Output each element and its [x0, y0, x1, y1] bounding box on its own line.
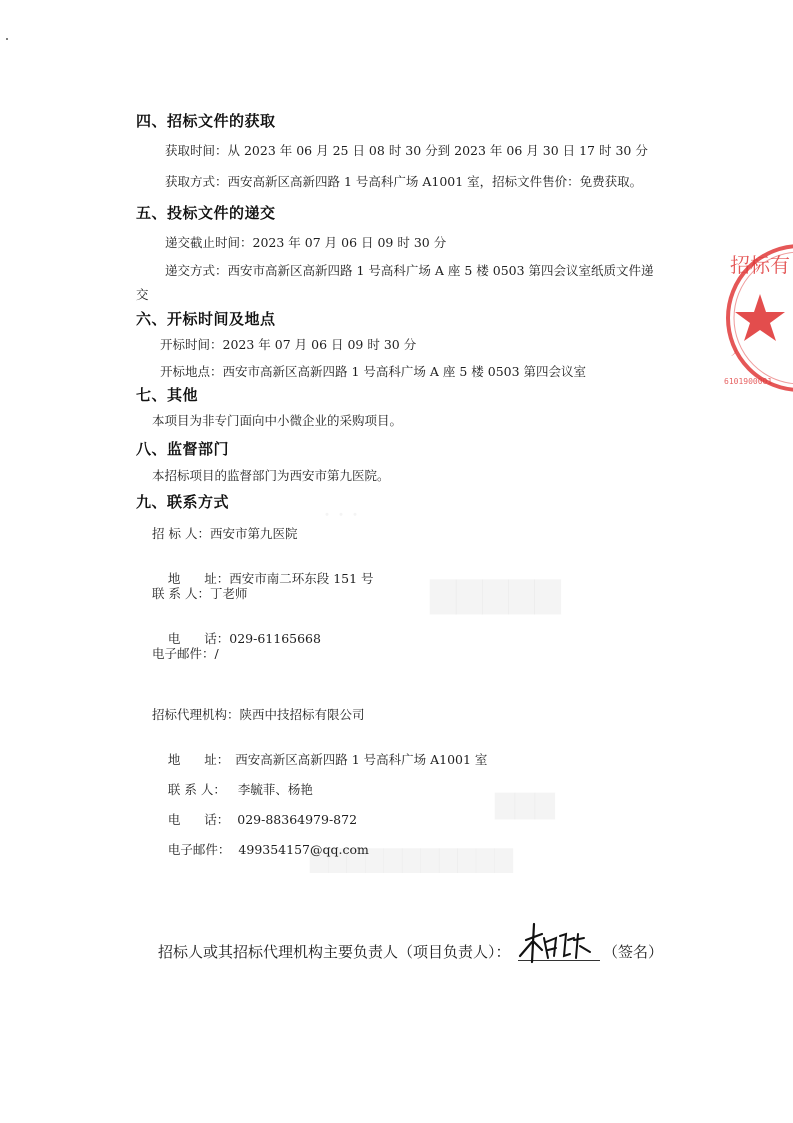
purchaser-name-label: 招 标 人：: [152, 526, 210, 541]
opening-place: 开标地点：西安市高新区高新四路 1 号高科广场 A 座 5 楼 0503 第四会议室: [160, 364, 587, 379]
section-heading-obtain: 四、招标文件的获取: [136, 112, 276, 130]
purchaser-name: 西安市第九医院: [209, 526, 298, 541]
agency-name: 陕西中技招标有限公司: [239, 707, 365, 722]
purchaser-email: /: [214, 646, 219, 661]
purchaser-email-label: 电子邮件：: [152, 646, 215, 661]
bleed-through-mark-2: [495, 790, 555, 820]
agency-phone: 029-88364979-872: [237, 812, 358, 827]
section-heading-submit: 五、投标文件的递交: [136, 204, 276, 222]
seal-serial: 6101900001: [724, 377, 773, 386]
bleed-through-mark-large: [430, 575, 561, 615]
handwritten-signature: [512, 912, 602, 972]
purchaser-address: 西安市南二环东段 151 号: [229, 571, 374, 586]
section-heading-opening: 六、开标时间及地点: [136, 310, 276, 328]
company-seal: [720, 238, 793, 398]
purchaser-address-label: 地 址：: [167, 571, 230, 586]
section-heading-supervision: 八、监督部门: [136, 440, 230, 458]
submit-method: 递交方式：西安市高新区高新四路 1 号高科广场 A 座 5 楼 0503 第四会议室纸质文件递: [165, 263, 654, 278]
supervision-note: 本招标项目的监督部门为西安市第九医院。: [152, 468, 390, 483]
agency-email-row: [152, 825, 369, 873]
signature-label: 招标人或其招标代理机构主要负责人（项目负责人）：: [158, 943, 511, 961]
signature-suffix: （签名）: [603, 943, 664, 961]
purchaser-email-row: [152, 644, 219, 662]
agency-address: 西安高新区高新四路 1 号高科广场 A1001 室: [235, 752, 488, 767]
agency-contact: 李毓菲、杨艳: [237, 782, 313, 797]
submit-deadline: 递交截止时间：2023 年 07 月 06 日 09 时 30 分: [165, 235, 447, 250]
seal-mark: ノ: [730, 349, 740, 359]
purchaser-contact: 丁老师: [209, 586, 248, 601]
purchaser-contact-label: 联 系 人：: [152, 586, 210, 601]
agency-email: 499354157@qq.com: [238, 842, 369, 857]
scan-speck: [6, 38, 8, 40]
agency-address-label: 地 址：: [167, 752, 230, 767]
agency-contact-label: 联 系 人：: [167, 782, 226, 797]
opening-time: 开标时间：2023 年 07 月 06 日 09 时 30 分: [160, 337, 417, 352]
seal-text: 招标有: [730, 253, 790, 277]
purchaser-phone-label: 电 话：: [167, 631, 230, 646]
purchaser-name-row: [152, 524, 297, 542]
purchaser-contact-row: [152, 584, 247, 602]
bleed-through-mark: [320, 505, 362, 525]
agency-name-row: [152, 705, 365, 723]
purchaser-phone: 029-61165668: [229, 631, 321, 646]
agency-name-label: 招标代理机构：: [152, 707, 240, 722]
agency-email-label: 电子邮件：: [167, 842, 231, 857]
section-heading-contact: 九、联系方式: [136, 493, 230, 511]
agency-phone-label: 电 话：: [167, 812, 230, 827]
obtain-time: 获取时间：从 2023 年 06 月 25 日 08 时 30 分到 2023 年 06 月 30 日 17 时 30 分: [165, 143, 648, 158]
obtain-method: 获取方式：西安高新区高新四路 1 号高科广场 A1001 室，招标文件售价：免费获取。: [165, 174, 643, 189]
submit-method-wrap: 交: [136, 287, 149, 302]
seal-icon: [720, 238, 793, 398]
section-heading-other: 七、其他: [136, 386, 199, 404]
other-note: 本项目为非专门面向中小微企业的采购项目。: [152, 413, 403, 428]
